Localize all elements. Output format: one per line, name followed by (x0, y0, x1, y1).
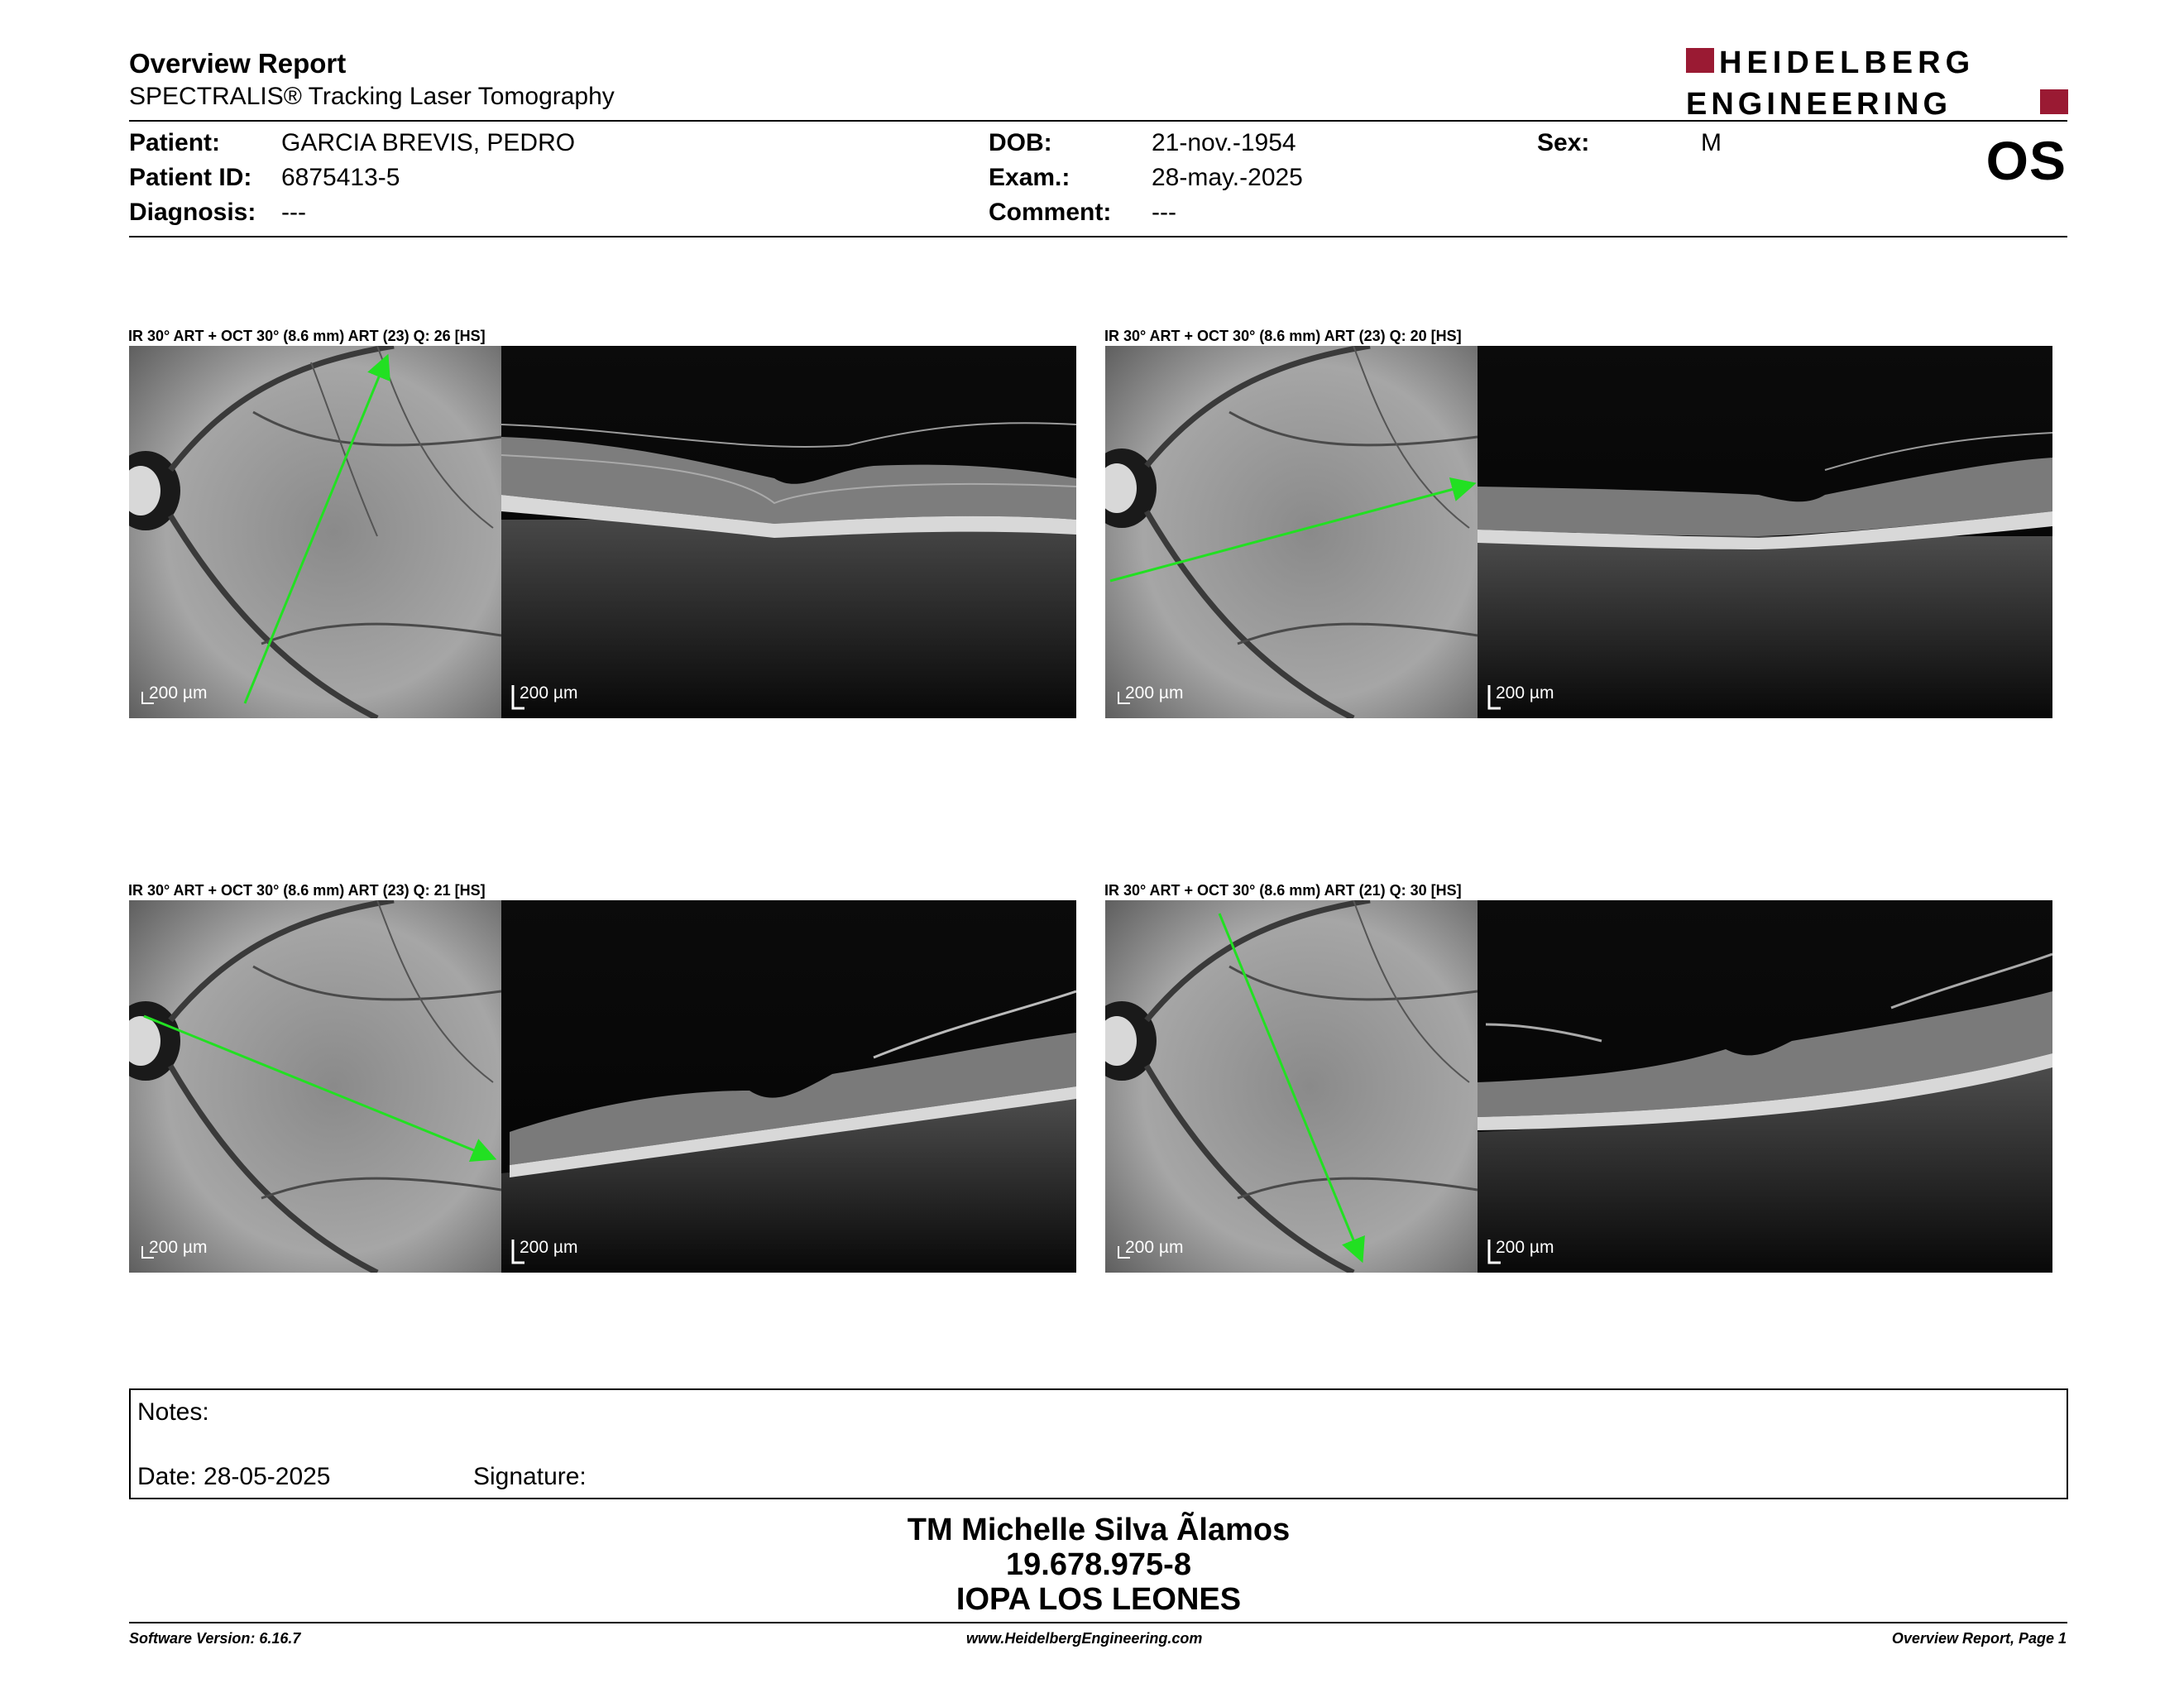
scan-caption-2: IR 30° ART + OCT 30° (8.6 mm) ART (23) Q: 20 [HS] (1104, 328, 1462, 344)
notes-label: Notes: (137, 1398, 209, 1426)
signatory-id: 19.678.975-8 (1006, 1547, 1191, 1582)
signatory-name: TM Michelle Silva Ãlamos (907, 1513, 1291, 1547)
oct-image-3 (501, 900, 1076, 1273)
header-rule (129, 120, 2067, 122)
fundus-image-4 (1105, 900, 1478, 1273)
oct-scale-2: 200 µm (1496, 683, 1554, 703)
oct-image-1 (501, 346, 1076, 718)
oct-scale-4: 200 µm (1496, 1238, 1554, 1257)
scan-panel-4 (1105, 900, 2052, 1273)
dob-value: 21-nov.-1954 (1152, 129, 1296, 156)
diagnosis-label: Diagnosis: (129, 199, 256, 226)
diagnosis-value: --- (281, 199, 306, 226)
software-version: Software Version: 6.16.7 (129, 1630, 301, 1647)
patient-name: GARCIA BREVIS, PEDRO (281, 129, 576, 156)
patient-id: 6875413-5 (281, 164, 400, 191)
patient-info-rule (129, 236, 2067, 237)
scan-panel-3 (129, 900, 1076, 1273)
svg-text:HEIDELBERG: HEIDELBERG (1719, 46, 1976, 80)
notes-box (129, 1388, 2068, 1499)
signatory-institution: IOPA LOS LEONES (956, 1582, 1242, 1617)
scan-caption-4: IR 30° ART + OCT 30° (8.6 mm) ART (21) Q: 30 [HS] (1104, 882, 1462, 899)
oct-scale-1: 200 µm (520, 683, 578, 703)
sex-label: Sex: (1537, 129, 1590, 156)
oct-image-4 (1478, 900, 2052, 1273)
dob-label: DOB: (989, 129, 1052, 156)
oct-image-2 (1478, 346, 2052, 718)
scan-panel-2 (1105, 346, 2052, 718)
eye-indicator: OS (1985, 130, 2067, 191)
report-title: Overview Report (129, 48, 347, 79)
exam-label: Exam.: (989, 164, 1070, 191)
fundus-image-2 (1105, 346, 1478, 718)
scan-panel-1 (129, 346, 1076, 718)
fundus-scale-1: 200 µm (149, 683, 208, 703)
sex-value: M (1701, 129, 1722, 156)
signature-label: Signature: (473, 1463, 587, 1490)
fundus-scale-4: 200 µm (1125, 1238, 1184, 1257)
fundus-image-1 (129, 346, 501, 718)
fundus-scale-3: 200 µm (149, 1238, 208, 1257)
scan-caption-3: IR 30° ART + OCT 30° (8.6 mm) ART (23) Q: 21 [HS] (128, 882, 486, 899)
scan-caption-1: IR 30° ART + OCT 30° (8.6 mm) ART (23) Q: 26 [HS] (128, 328, 486, 344)
svg-text:ENGINEERING: ENGINEERING (1686, 87, 1952, 117)
fundus-scale-2: 200 µm (1125, 683, 1184, 703)
footer-rule (129, 1622, 2067, 1623)
heidelberg-logo (1686, 45, 2068, 117)
comment-label: Comment: (989, 199, 1112, 226)
comment-value: --- (1152, 199, 1176, 226)
patient-label: Patient: (129, 129, 221, 156)
exam-value: 28-may.-2025 (1152, 164, 1303, 191)
patient-id-label: Patient ID: (129, 164, 252, 191)
oct-scale-3: 200 µm (520, 1238, 578, 1257)
notes-date: Date: 28-05-2025 (137, 1463, 331, 1490)
page-indicator: Overview Report, Page 1 (1891, 1630, 2067, 1647)
fundus-image-3 (129, 900, 501, 1273)
website-link[interactable]: www.HeidelbergEngineering.com (966, 1630, 1203, 1647)
report-subtitle: SPECTRALIS® Tracking Laser Tomography (129, 83, 615, 110)
